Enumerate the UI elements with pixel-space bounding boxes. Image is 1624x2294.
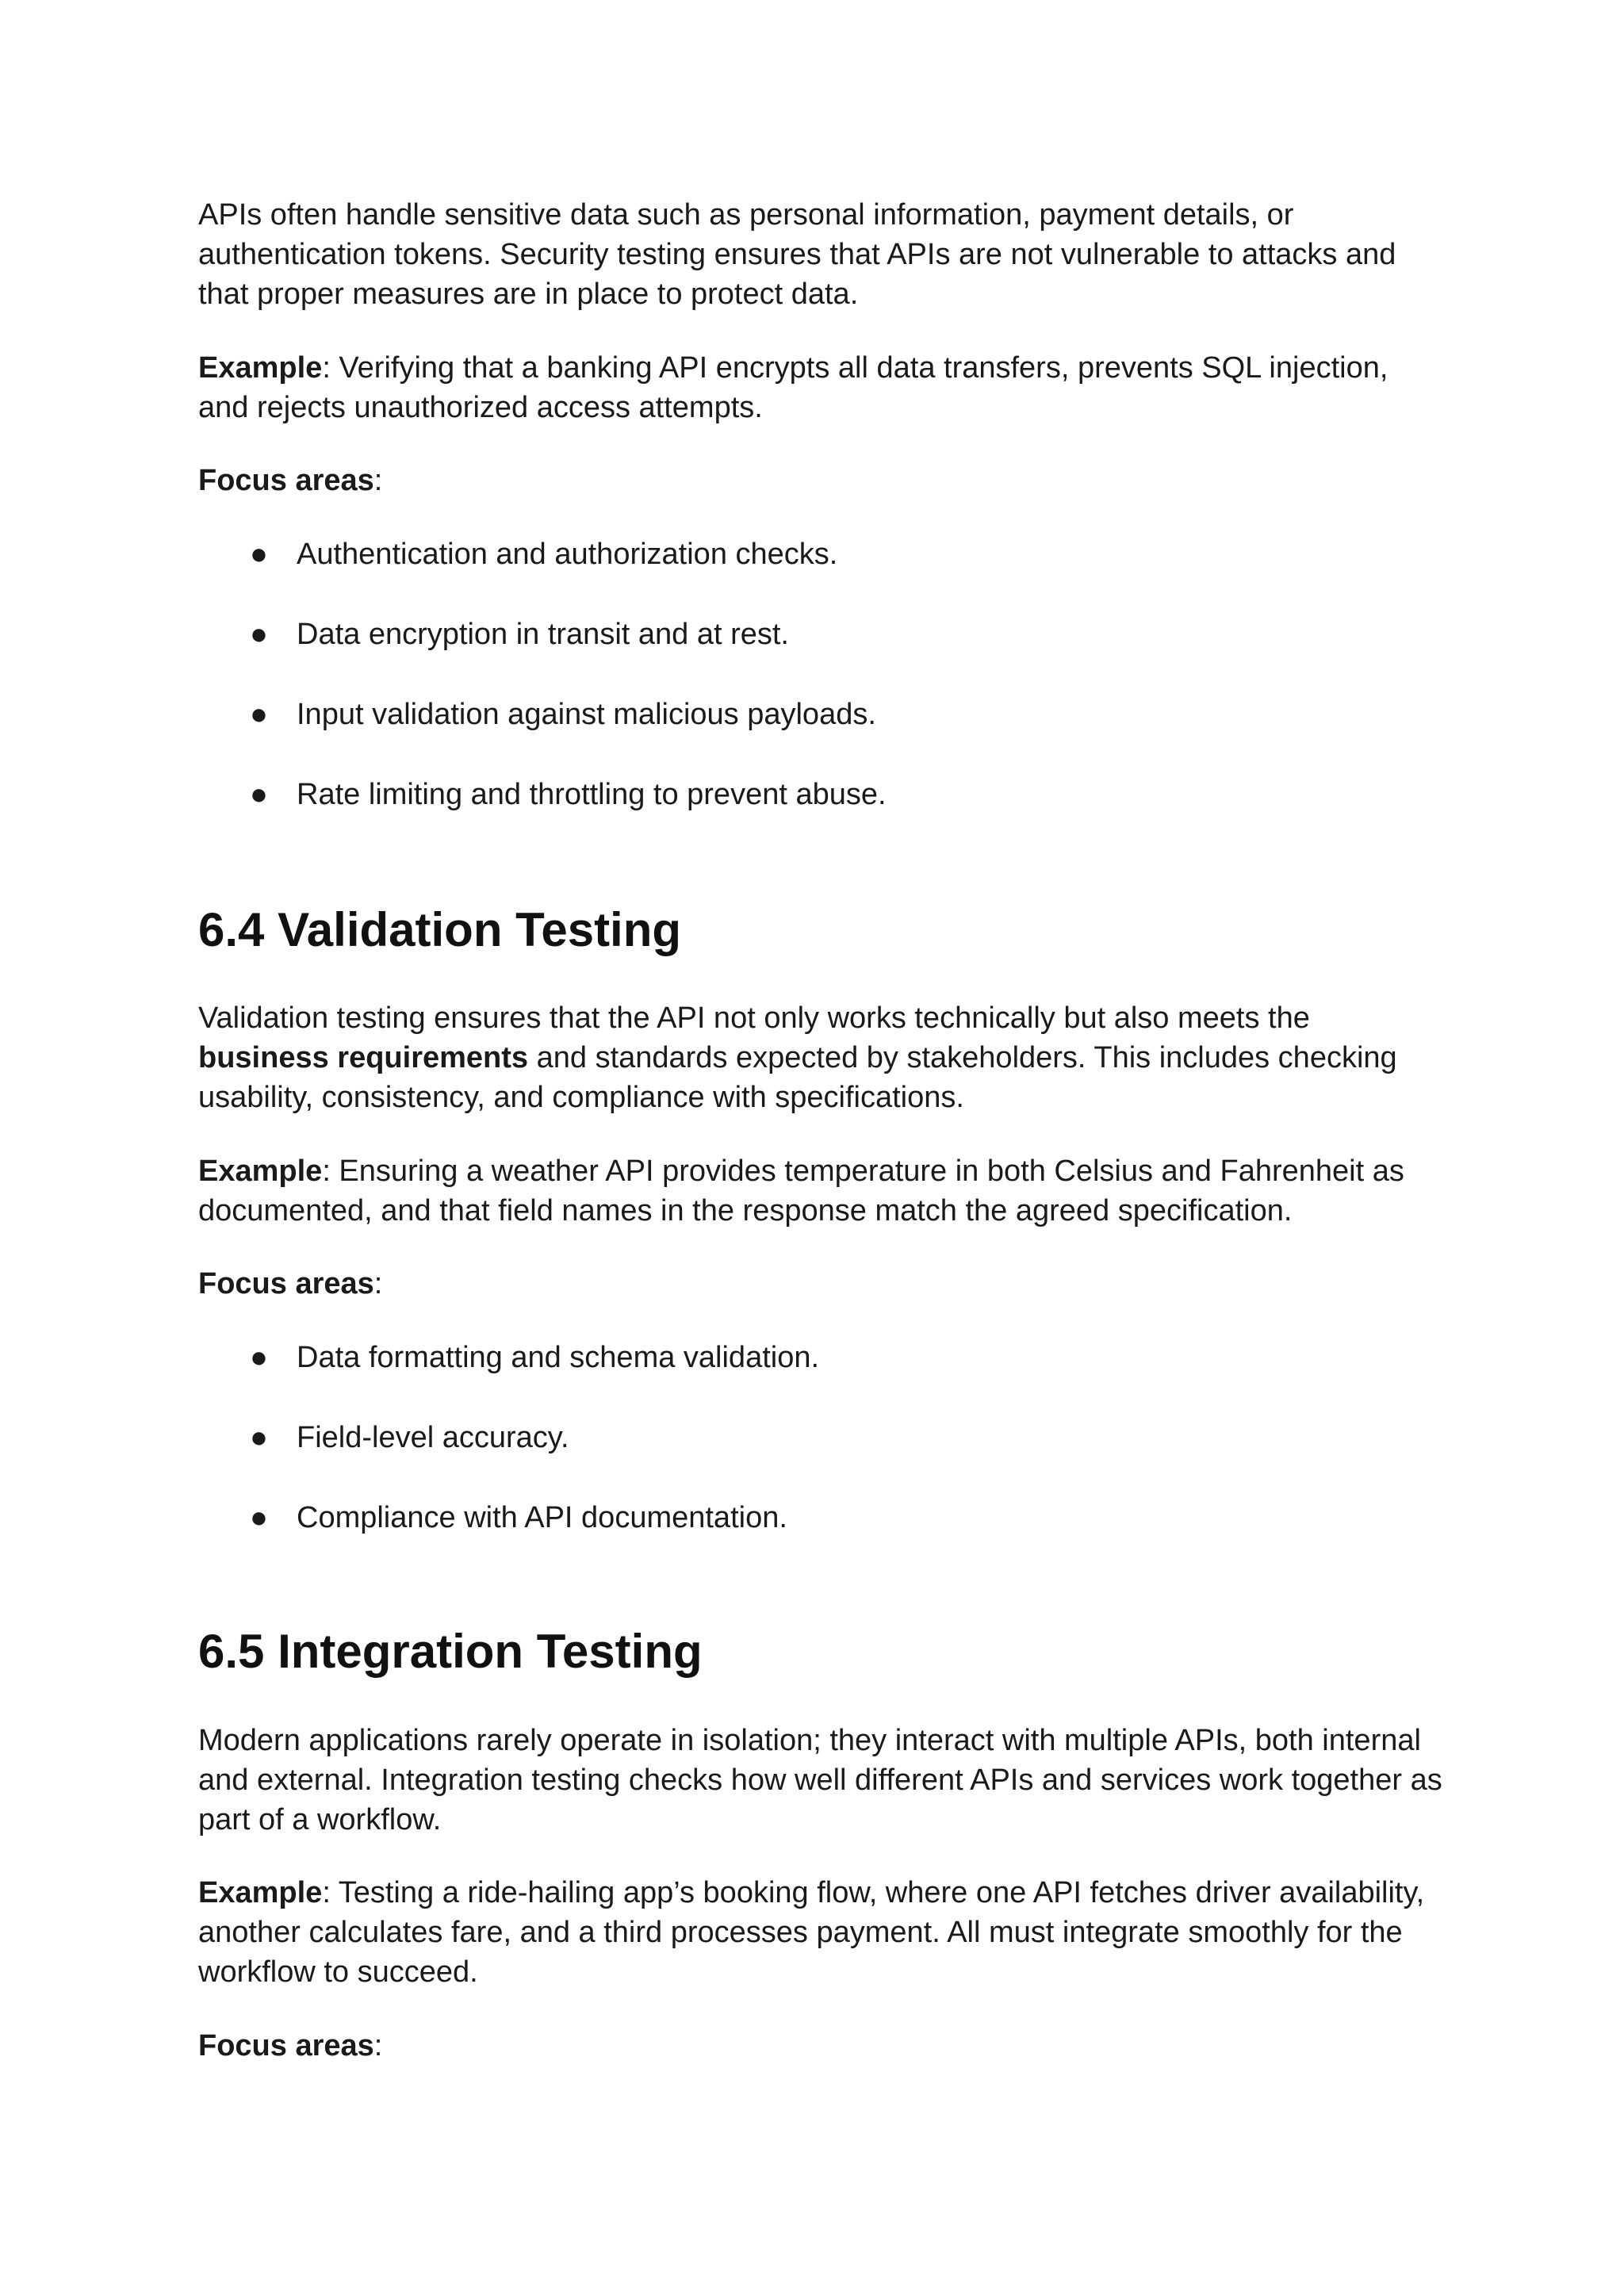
validation-intro-paragraph: Validation testing ensures that the API not only works technically but also meets the business requirements and standards expected by stakeholders. This includes checking usability, consistency, and compliance with specifications. xyxy=(198,1001,1397,1114)
validation-testing-heading: 6.4 Validation Testing xyxy=(198,903,682,956)
bullet-icon: ● xyxy=(250,1421,268,1454)
example-label: Example xyxy=(198,1876,323,1909)
bullet-icon: ● xyxy=(250,538,268,571)
security-example-paragraph xyxy=(198,348,1443,427)
focus-label: Focus areas xyxy=(198,2029,374,2062)
focus-label: Focus areas xyxy=(198,1267,374,1300)
validation-example-paragraph xyxy=(198,1151,1443,1231)
integration-focus-heading: Focus areas: xyxy=(198,2029,383,2062)
example-label: Example xyxy=(198,351,323,385)
example-text: : Testing a ride-hailing app’s booking flow, where one API fetches driver availability, another calculates fare, and a third processes payment. All must integrate smoothly for the workflow to succeed. xyxy=(198,1876,1425,1989)
bullet-icon: ● xyxy=(250,778,268,811)
bullet-icon: ● xyxy=(250,1341,268,1374)
focus-label: Focus areas xyxy=(198,464,374,497)
bullet-icon: ● xyxy=(250,1501,268,1534)
bullet-icon: ● xyxy=(250,618,268,651)
example-text: : Ensuring a weather API provides temperature in both Celsius and Fahrenheit as documented, and that field names in the response match the agreed specification. xyxy=(198,1155,1404,1227)
integration-example-paragraph xyxy=(198,1873,1443,1992)
example-text: : Verifying that a banking API encrypts all data transfers, prevents SQL injection, and rejects unauthorized access attempts. xyxy=(198,351,1388,424)
security-focus-heading: Focus areas: xyxy=(198,464,383,497)
validation-focus-heading: Focus areas: xyxy=(198,1267,383,1300)
integration-intro-paragraph: Modern applications rarely operate in isolation; they interact with multiple APIs, both internal and external. Integration testing checks how well different APIs and services work together as part of a workflow. xyxy=(198,1724,1442,1836)
integration-testing-heading: 6.5 Integration Testing xyxy=(198,1625,703,1678)
business-requirements-bold: business requirements xyxy=(198,1041,529,1074)
example-label: Example xyxy=(198,1155,323,1188)
bullet-icon: ● xyxy=(250,698,268,731)
security-intro-paragraph: APIs often handle sensitive data such as personal information, payment details, or authentication tokens. Security testing ensures that APIs are not vulnerable to attacks and that proper measures are in place to protect data. xyxy=(198,198,1396,311)
